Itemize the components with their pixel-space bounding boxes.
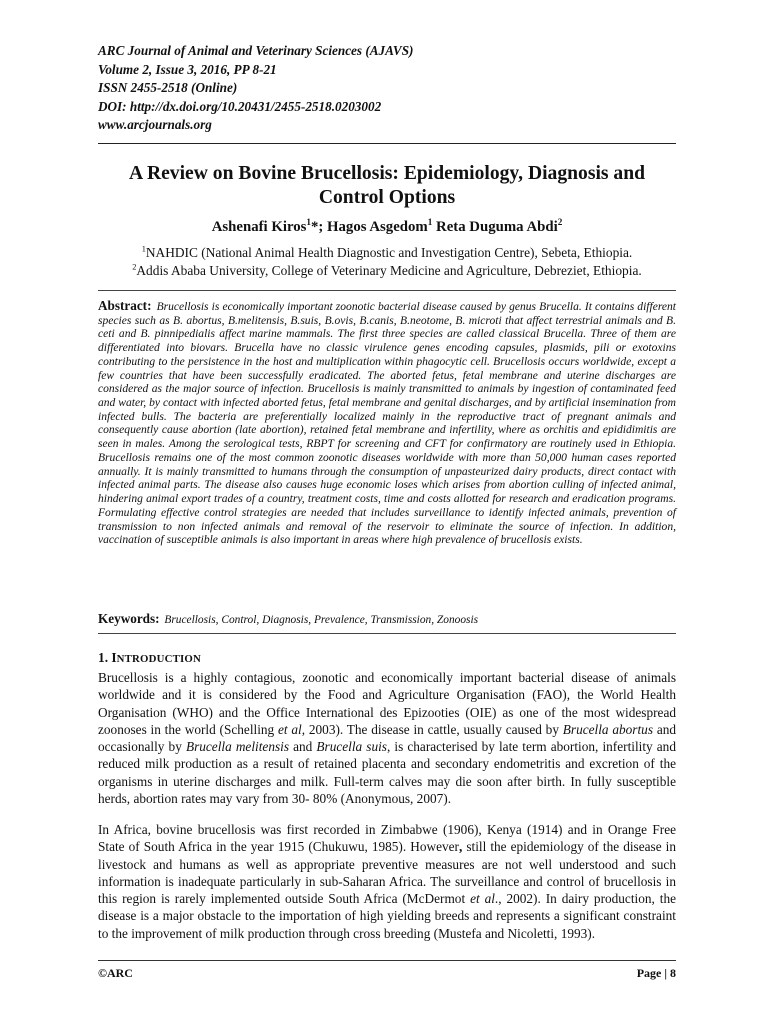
affiliation-1-text: NAHDIC (National Animal Health Diagnostic and Investigation Centre), Sebeta, Ethiopia. — [145, 245, 633, 260]
journal-website[interactable]: www.arcjournals.org — [98, 117, 212, 133]
journal-name: ARC Journal of Animal and Veterinary Sciences (AJAVS) — [98, 43, 414, 58]
footer-divider — [98, 960, 676, 961]
affiliation-2-number: 2 — [132, 262, 137, 272]
keywords — [98, 611, 676, 627]
author-list — [98, 219, 676, 236]
author-3-affil: 2 — [557, 217, 563, 228]
author-1-mark: *; — [310, 219, 328, 235]
journal-header — [98, 42, 413, 135]
p1-text-e: , is characterised by late term abortion, infertility and reduced milk production as a result of retained placenta and secondary endometritis and excretion of the organisms in uterine discharges and milk. Full-term calves may die soon after birth. In fully susceptible herds, abortion rates may vary from 30- 80% (Anonymous, 2007). — [98, 739, 676, 807]
keywords-divider — [98, 633, 676, 634]
abstract — [98, 299, 676, 548]
author-3: Reta Duguma Abdi — [432, 219, 558, 235]
section-heading-introduction — [98, 650, 201, 666]
p2-text-b: still the epidemiology of the disease in livestock and humans as well as appropriate preventive measures are not well understood and such information is inadequate particularly in sub-Saharan Africa. The surveillance and control of brucellosis in this region is rarely implemented outside South Africa (McDermot — [98, 839, 676, 907]
p1-etal: et al — [278, 721, 302, 737]
p1-text-b: , 2003). The disease in cattle, usually caused by — [301, 721, 563, 737]
footer-copyright: ©ARC — [98, 966, 133, 980]
affiliation-1 — [98, 244, 676, 262]
p1-text-c: and occasionally by — [98, 721, 677, 755]
title-line-2: Control Options — [318, 187, 456, 208]
affiliation-2 — [98, 262, 676, 280]
header-divider — [98, 143, 676, 144]
author-2-affil: 1 — [427, 217, 433, 228]
paper-title — [98, 162, 676, 210]
author-2: Hagos Asgedom — [327, 219, 428, 235]
abstract-divider — [98, 290, 676, 291]
keywords-label: Keywords: — [98, 611, 160, 626]
p1-species-3: Brucella suis — [316, 739, 387, 755]
section-number: 1. I — [98, 650, 117, 665]
p1-species-2: Brucella melitensis — [185, 739, 290, 755]
author-1: Ashenafi Kiros — [211, 219, 307, 235]
p1-text-a: Brucellosis is a highly contagious, zoonotic and economically important bacterial disease of animals worldwide and it is considered by the Food and Agriculture Organisation (FAO), the World Health Organisation (WHO) and the Office International des Epizooties (OIE) as one of the most widespread zoonoses in the world (Schelling — [98, 670, 676, 737]
title-line-1: A Review on Bovine Brucellosis: Epidemiology, Diagnosis and — [128, 163, 646, 184]
affiliations — [98, 244, 676, 279]
abstract-label: Abstract: — [98, 298, 152, 313]
affiliation-2-text: Addis Ababa University, College of Veterinary Medicine and Agriculture, Debreziet, Ethiopia. — [136, 262, 642, 278]
p1-species-1: Brucella abortus — [562, 721, 654, 737]
affiliation-1-number: 1 — [141, 244, 146, 254]
p2-text-c: ., 2002). In dairy production, the disease is a major obstacle to the importation of high yielding breeds and represents a significant constraint to the improvement of milk production through cross breeding (Mustefa and Nicoletti, 1993). — [98, 891, 676, 941]
author-1-affil: 1 — [306, 217, 311, 228]
keywords-text: Brucellosis, Control, Diagnosis, Prevalence, Transmission, Zonoosis — [164, 614, 479, 626]
intro-paragraph-1 — [98, 669, 676, 807]
abstract-text: Brucellosis is economically important zoonotic bacterial disease caused by genus Brucella. It contains different species such as B. abortus, B.melitensis, B.suis, B.ovis, B.canis, B.neotome, B. microti that affect terrestrial animals and B. ceti and B. pinnipedialis affect marine mammals. The first three species are called classical Brucella. Three of them are differentiated into biovars. Brucella have no classic virulence genes encoding capsules, plasmids, pili or exotoxins contributing to the persistence in the host and multiplication within phagocytic cell. Brucellosis occurs worldwide, except a few countries that have been successfully eradicated. The aborted fetus, fetal membrane and uterine discharges are considered as the major source of infection. Brucellosis is mainly transmitted to animals by ingestion of contaminated feed and water, by contact with infected aborted fetus, fetal membrane and genital discharges, and by artificial insemination from infected bulls. The bacteria are preferentially localized mainly in the reproductive tract of pregnant animals and consequently cause abortion (late abortion), retained fetal membrane and infertility, where as orchitis and epididimitis are seen in males. Among the serological tests, RBPT for screening and CFT for confirmatory are routinely used in Ethiopia. Brucellosis remains one of the most common zoonotic diseases worldwide with more than 50,000 human cases reported annually. It is mainly transmitted to humans through the consumption of unpasteurized dairy products, direct contact with infected animal parts. The disease also causes huge economic loses which arises from abortion culling of infected animal, hindering animal export trades of a country, treatment costs, time and costs allotted for research and eradication programs. Formulating effective control strategies are needed that includes surveillance to identify infected animals, prevention of transmission to non infected animals and removal of the reservoir to eliminate the source of infection. In addition, vaccination of susceptible animals is also important in areas where high prevalence of brucellosis exists. — [98, 301, 676, 547]
journal-issn: ISSN 2455-2518 (Online) — [98, 80, 238, 96]
p1-text-d: and — [289, 739, 317, 755]
p2-text-a: In Africa, bovine brucellosis was first recorded in Zimbabwe (1906), Kenya (1914) and in Orange Free State of South Africa in the year 1915 (Chukuwu, 1985). However — [98, 822, 676, 855]
p2-comma: , — [458, 839, 463, 855]
intro-paragraph-2 — [98, 821, 676, 942]
footer-page-number: Page | 8 — [636, 966, 676, 980]
section-title: NTRODUCTION — [116, 653, 201, 665]
p2-etal: et al — [470, 891, 495, 907]
journal-doi[interactable]: DOI: http://dx.doi.org/10.20431/2455-2518.0203002 — [98, 98, 382, 114]
journal-volume: Volume 2, Issue 3, 2016, PP 8-21 — [98, 61, 277, 77]
